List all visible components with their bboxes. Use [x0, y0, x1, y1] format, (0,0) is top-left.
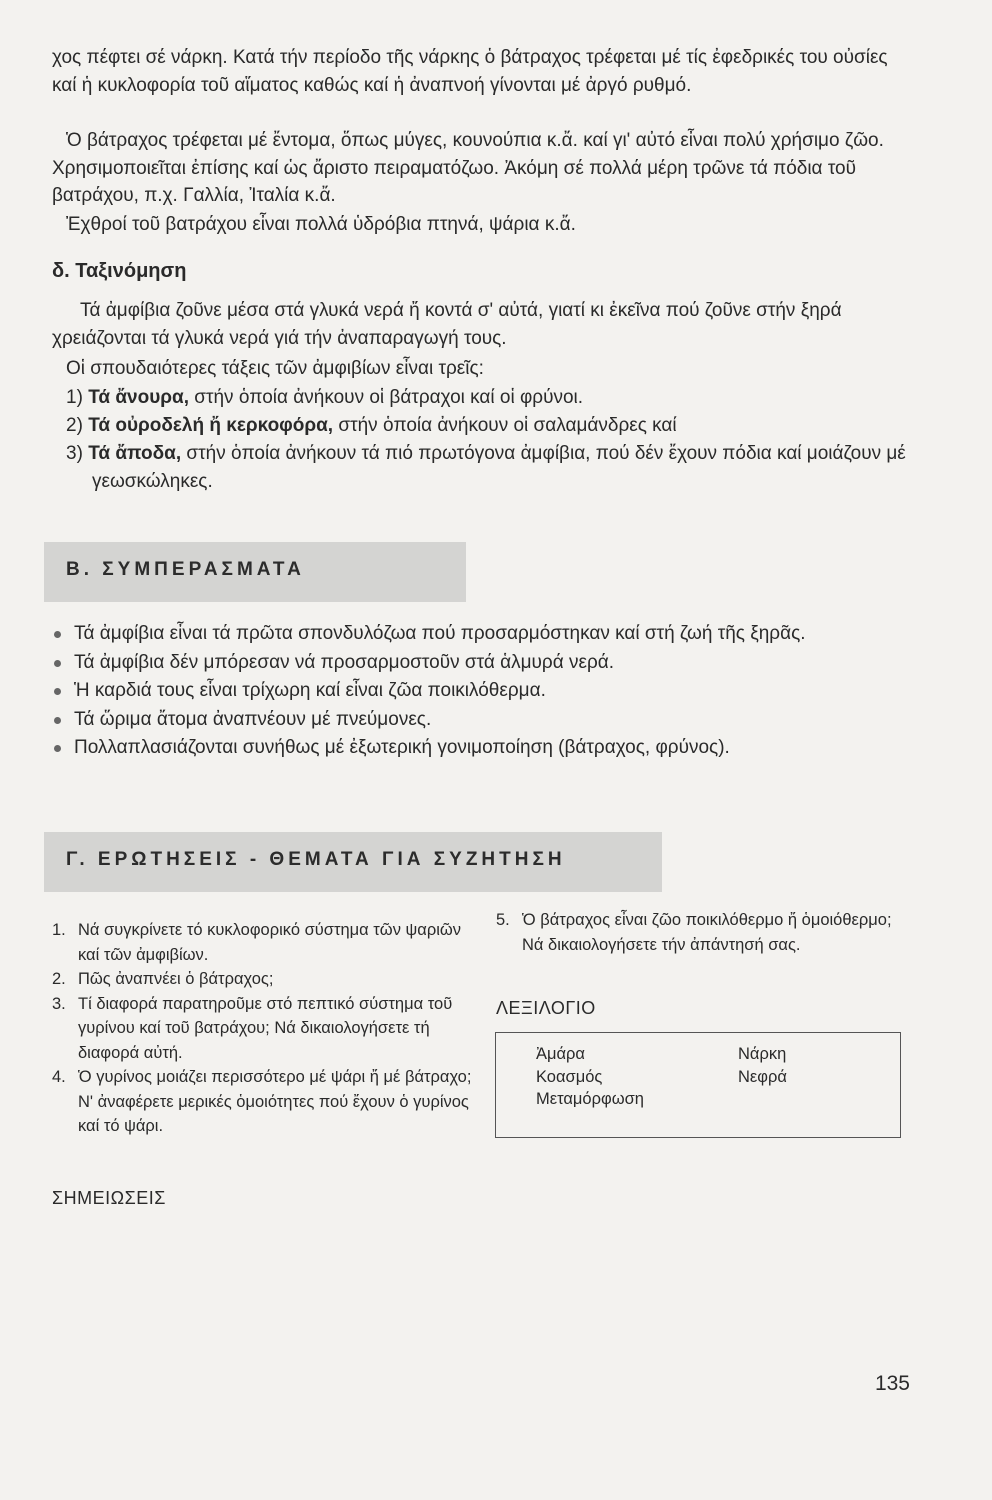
questions-heading: Γ. ΕΡΩΤΗΣΕΙΣ - ΘΕΜΑΤΑ ΓΙΑ ΣΥΖΗΤΗΣΗ: [66, 849, 566, 870]
class-number: 2): [66, 415, 83, 436]
taxonomy-paragraph: Τά ἀμφίβια ζοῦνε μέσα στά γλυκά νερά ἤ κοντά σ' αὐτά, γιατί κι ἐκεῖνα πού ζοῦνε στήν ξηρά χρειάζονται τά γλυκά νερά γιά τήν ἀναπαραγωγή τους.: [52, 300, 842, 349]
lexicon-column-2: [738, 1043, 787, 1088]
conclusion-item: Πολλαπλασιάζονται συνήθως μέ ἐξωτερική γονιμοποίηση (βάτραχος, φρύνος).: [52, 734, 922, 763]
intro-paragraph-3: Ἐχθροί τοῦ βατράχου εἶναι πολλά ὑδρόβια πτηνά, ψάρια κ.ἄ.: [66, 214, 576, 235]
class-description: στήν ὁποία ἀνήκουν τά πιό πρωτόγονα ἀμφίβια, πού δέν ἔχουν πόδια καί μοιάζουν μέ γεωσκώληκες.: [92, 443, 906, 492]
class-name: Τά οὐροδελή ἤ κερκοφόρα,: [88, 415, 334, 436]
class-number: 3): [66, 443, 83, 464]
lexicon-column-1: [536, 1043, 644, 1111]
conclusions-list: [52, 620, 922, 763]
questions-list-right: [496, 908, 906, 957]
taxonomy-class-1: [66, 384, 916, 412]
question-item: 4. Ὁ γυρίνος μοιάζει περισσότερο μέ ψάρι ἤ μέ βάτραχο; Ν' ἀναφέρετε μερικές ὁμοιότητες πού ἔχουν ὁ γυρίνος καί τό ψάρι.: [52, 1068, 472, 1135]
bullet-icon: [54, 631, 61, 638]
lexicon-term: Μεταμόρφωση: [536, 1090, 644, 1108]
conclusion-item: Τά ὥριμα ἄτομα ἀναπνέουν μέ πνεύμονες.: [52, 706, 922, 735]
class-description: στήν ὁποία ἀνήκουν οἱ βάτραχοι καί οἱ φρύνοι.: [194, 387, 584, 408]
class-description: στήν ὁποία ἀνήκουν οἱ σαλαμάνδρες καί: [338, 415, 677, 436]
lexicon-box: [495, 1032, 901, 1138]
bullet-icon: [54, 717, 61, 724]
questions-heading-band: [44, 832, 662, 892]
taxonomy-class-2: [66, 412, 916, 440]
question-item: 5. Ὁ βάτραχος εἶναι ζῶο ποικιλόθερμο ἤ ὁμοιόθερμο; Νά δικαιολογήσετε τήν ἀπάντησή σας.: [496, 911, 892, 954]
conclusions-heading-band: [44, 542, 466, 602]
class-name: Τά ἄνουρα,: [88, 387, 189, 408]
question-item: 1. Νά συγκρίνετε τό κυκλοφορικό σύστημα τῶν ψαριῶν καί τῶν ἀμφιβίων.: [52, 921, 462, 964]
lexicon-term: Νάρκη: [738, 1045, 787, 1063]
taxonomy-class-3: [66, 440, 928, 495]
class-name: Τά ἄποδα,: [88, 443, 182, 464]
taxonomy-heading: δ. Ταξινόμηση: [52, 260, 187, 282]
page-number: 135: [874, 1372, 910, 1395]
lexicon-term: Νεφρά: [738, 1067, 787, 1086]
bullet-icon: [54, 660, 61, 667]
conclusions-heading: Β. ΣΥΜΠΕΡΑΣΜΑΤΑ: [66, 559, 305, 580]
bullet-icon: [54, 688, 61, 695]
intro-paragraph-2: Ὁ βάτραχος τρέφεται μέ ἔντομα, ὅπως μύγες, κουνούπια κ.ἄ. καί γι' αὐτό εἶναι πολύ χρήσιμο ζῶο. Χρησιμοποιεῖται ἐπίσης καί ὡς ἄριστο πειραματόζωο. Ἀκόμη σέ πολλά μέρη τρῶνε τά πόδια τοῦ βατράχου, π.χ. Γαλλία, Ἰταλία κ.ἄ.: [52, 130, 884, 206]
lexicon-term: Ἀμάρα: [536, 1045, 585, 1063]
taxonomy-classes-intro: Οἱ σπουδαιότερες τάξεις τῶν ἀμφιβίων εἶναι τρεῖς:: [66, 358, 484, 379]
conclusion-item: Ἡ καρδιά τους εἶναι τρίχωρη καί εἶναι ζῶα ποικιλόθερμα.: [52, 677, 922, 706]
notes-heading: ΣΗΜΕΙΩΣΕΙΣ: [52, 1188, 166, 1208]
conclusion-item: Τά ἀμφίβια εἶναι τά πρῶτα σπονδυλόζωα πού προσαρμόστηκαν καί στή ζωή τῆς ξηρᾶς.: [52, 620, 922, 649]
question-item: 2. Πῶς ἀναπνέει ὁ βάτραχος;: [52, 970, 274, 988]
bullet-icon: [54, 745, 61, 752]
intro-paragraph-1: χος πέφτει σέ νάρκη. Κατά τήν περίοδο τῆς νάρκης ὁ βάτραχος τρέφεται μέ τίς ἐφεδρικές του οὐσίες καί ἡ κυκλοφορία τοῦ αἵματος καθώς καί ἡ ἀναπνοή γίνονται μέ ἀργό ρυθμό.: [52, 47, 888, 96]
question-item: 3. Τί διαφορά παρατηροῦμε στό πεπτικό σύστημα τοῦ γυρίνου καί τοῦ βατράχου; Νά δικαιολογήσετε τή διαφορά αὐτή.: [52, 994, 453, 1062]
questions-list-left: [52, 918, 472, 1139]
lexicon-heading: ΛΕΞΙΛΟΓΙΟ: [496, 998, 596, 1018]
conclusion-item: Τά ἀμφίβια δέν μπόρεσαν νά προσαρμοστοῦν στά ἁλμυρά νερά.: [52, 649, 922, 678]
lexicon-term: Κοασμός: [536, 1067, 603, 1086]
class-number: 1): [66, 387, 83, 408]
